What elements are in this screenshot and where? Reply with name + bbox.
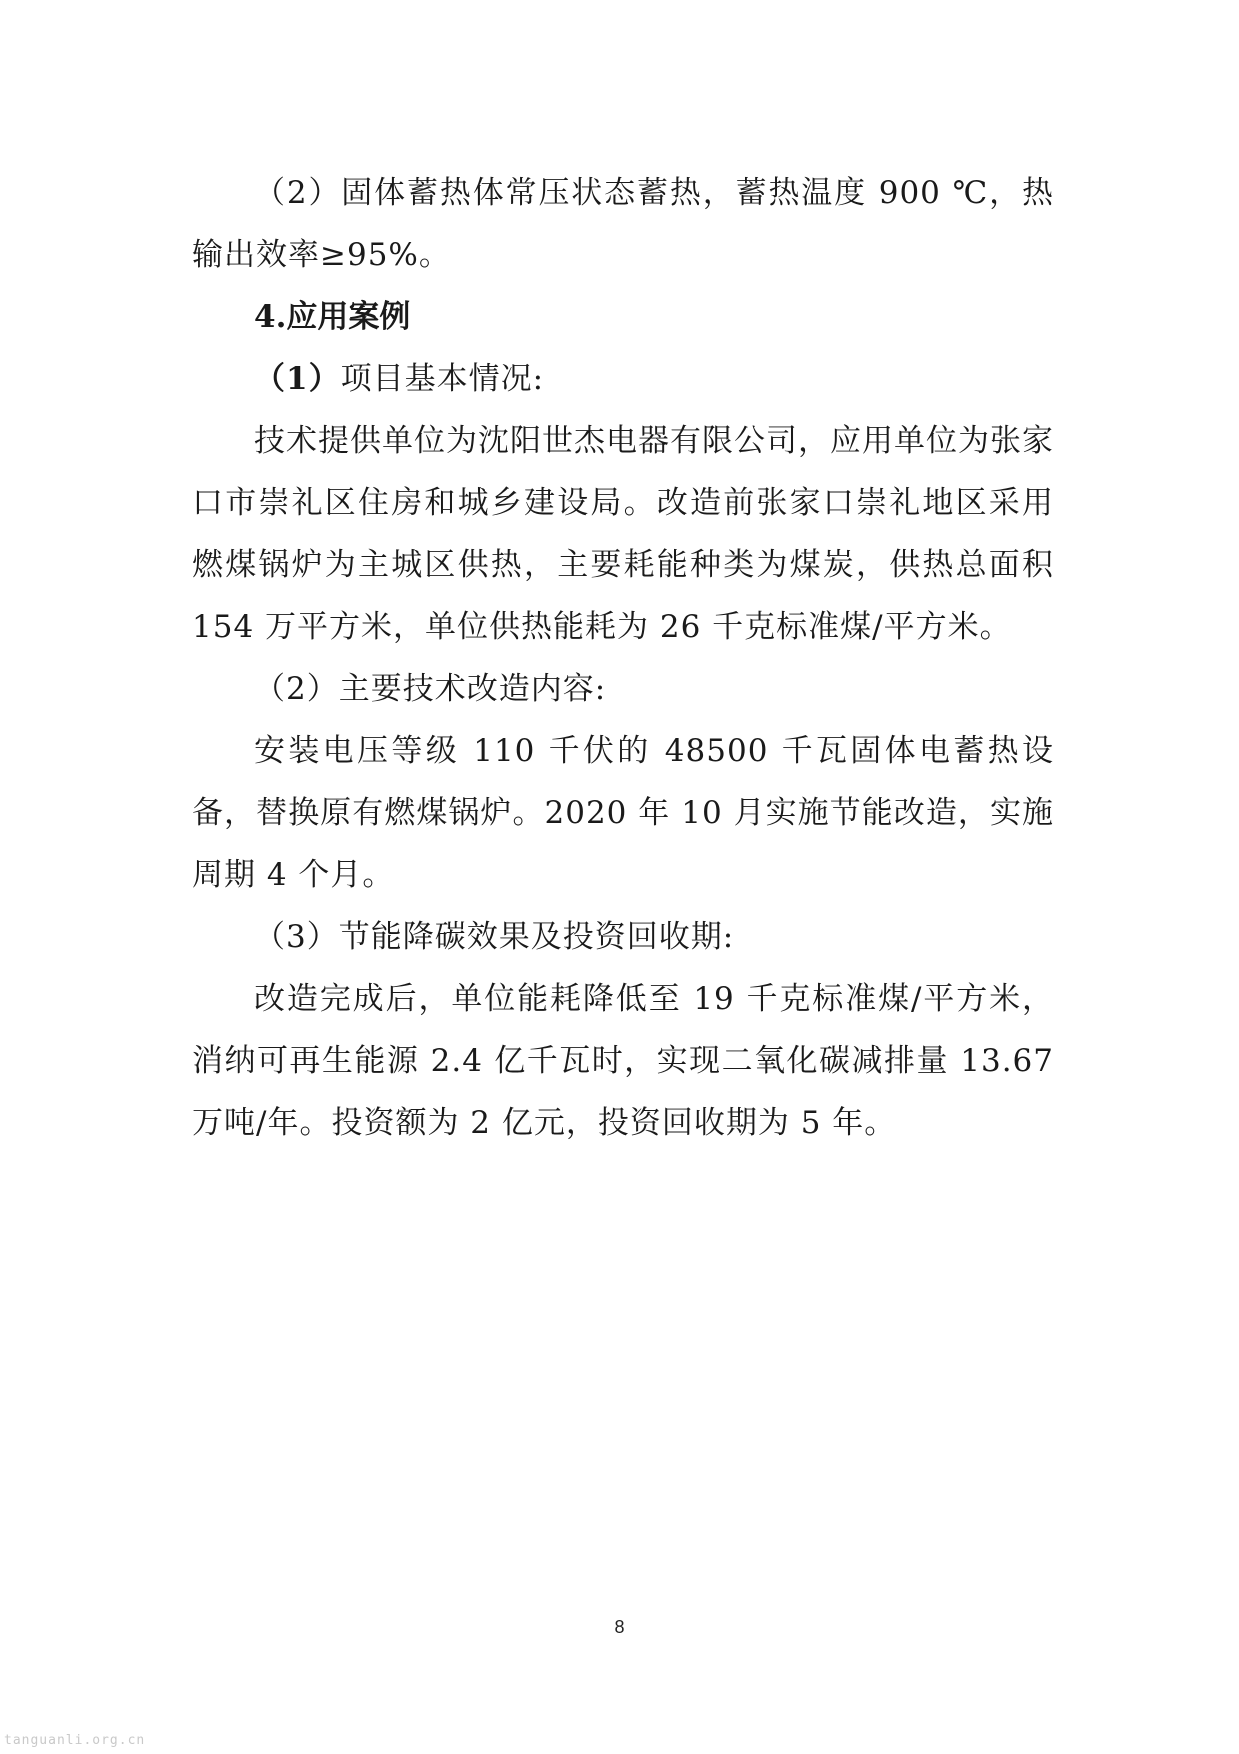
- paragraph-storage-specs: （2）固体蓄热体常压状态蓄热，蓄热温度 900 ℃，热输出效率≥95%。: [192, 175, 1054, 273]
- subheading-text: 项目基本情况:: [340, 361, 545, 397]
- subheading-project-basics: [192, 348, 1054, 410]
- paragraph-project-basics: 技术提供单位为沈阳世杰电器有限公司，应用单位为张家口市崇礼区住房和城乡建设局。改造前张家口崇礼地区采用燃煤锅炉为主城区供热，主要耗能种类为煤炭，供热总面积 154 万平方米，单位供热能耗为 26 千克标准煤/平方米。: [192, 423, 1054, 645]
- page-number: 8: [614, 1617, 625, 1637]
- paragraph-effect-payback: 改造完成后，单位能耗降低至 19 千克标准煤/平方米，消纳可再生能源 2.4 亿千瓦时，实现二氧化碳减排量 13.67 万吨/年。投资额为 2 亿元，投资回收期为 5 年。: [192, 981, 1054, 1141]
- document-body: [192, 162, 1054, 1154]
- subheading-renovation-content: （2）主要技术改造内容:: [254, 671, 607, 707]
- subheading-effect-payback: （3）节能降碳效果及投资回收期:: [254, 919, 735, 955]
- subheading-number: （1）: [254, 361, 341, 397]
- site-watermark: tanguanli.org.cn: [4, 1733, 146, 1748]
- paragraph-renovation-content: 安装电压等级 110 千伏的 48500 千瓦固体电蓄热设备，替换原有燃煤锅炉。2020 年 10 月实施节能改造，实施周期 4 个月。: [192, 733, 1054, 893]
- section-heading-application-case: 4.应用案例: [254, 299, 411, 335]
